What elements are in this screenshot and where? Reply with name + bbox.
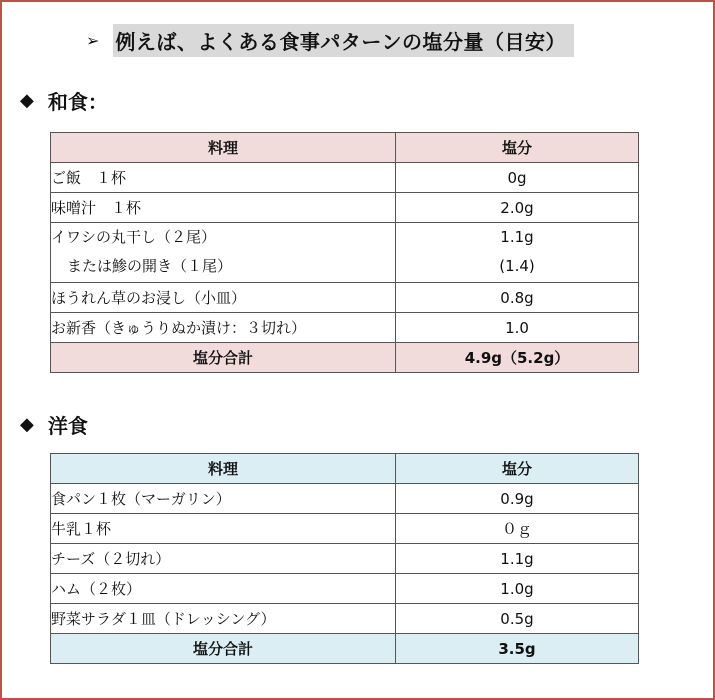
table-row <box>51 544 639 574</box>
table-row <box>51 163 639 193</box>
washoku-title: 和食： <box>47 90 108 114</box>
dish-cell: チーズ（２切れ） <box>51 544 396 574</box>
total-row <box>51 343 639 373</box>
total-row <box>51 634 639 664</box>
arrow-bullet-icon: ➢ <box>86 31 100 50</box>
table-row <box>51 484 639 514</box>
dish-cell: 野菜サラダ１皿（ドレッシング） <box>51 604 396 634</box>
dish-cell: 味噌汁 １杯 <box>51 193 396 223</box>
table-row <box>51 223 639 283</box>
salt-column-header: 塩分 <box>396 133 639 163</box>
table-row <box>51 193 639 223</box>
salt-cell: 1.0 <box>396 313 639 343</box>
dish-cell: 牛乳１杯 <box>51 514 396 544</box>
yoshoku-title: 洋食 <box>47 414 88 438</box>
dish-column-header: 料理 <box>51 133 396 163</box>
salt-cell: 0.9g <box>396 484 639 514</box>
salt-cell: 1.0g <box>396 574 639 604</box>
salt-main: 1.1g <box>500 228 534 246</box>
salt-cell: 0g <box>396 163 639 193</box>
total-value: 3.5g <box>396 634 639 664</box>
dish-cell: 食パン１枚（マーガリン） <box>51 484 396 514</box>
table-row <box>51 514 639 544</box>
dish-cell <box>51 223 396 283</box>
washoku-table <box>50 132 639 373</box>
salt-alternative: (1.4) <box>499 257 535 275</box>
dish-alternative: または鯵の開き（１尾） <box>67 257 233 275</box>
dish-cell: ハム（２枚） <box>51 574 396 604</box>
yoshoku-section-title <box>20 410 88 439</box>
table-row <box>51 604 639 634</box>
table-header-row <box>51 454 639 484</box>
table-row <box>51 313 639 343</box>
dish-cell: ご飯 １杯 <box>51 163 396 193</box>
page-heading <box>86 24 574 57</box>
total-value: 4.9g（5.2g） <box>396 343 639 373</box>
salt-cell: ０ｇ <box>396 514 639 544</box>
total-label: 塩分合計 <box>51 343 396 373</box>
diamond-bullet-icon: ◆ <box>20 90 34 111</box>
dish-cell: ほうれん草のお浸し（小皿） <box>51 283 396 313</box>
salt-column-header: 塩分 <box>396 454 639 484</box>
table-header-row <box>51 133 639 163</box>
salt-cell: 2.0g <box>396 193 639 223</box>
diamond-bullet-icon: ◆ <box>20 414 34 435</box>
dish-main: イワシの丸干し（２尾） <box>51 228 217 246</box>
table-row <box>51 574 639 604</box>
salt-cell <box>396 223 639 283</box>
total-label: 塩分合計 <box>51 634 396 664</box>
yoshoku-table <box>50 453 639 664</box>
dish-column-header: 料理 <box>51 454 396 484</box>
heading-text: 例えば、よくある食事パターンの塩分量（目安） <box>113 24 574 57</box>
washoku-section-title <box>20 86 108 115</box>
salt-cell: 0.8g <box>396 283 639 313</box>
table-row <box>51 283 639 313</box>
salt-cell: 1.1g <box>396 544 639 574</box>
salt-cell: 0.5g <box>396 604 639 634</box>
dish-cell: お新香（きゅうりぬか漬け：３切れ） <box>51 313 396 343</box>
